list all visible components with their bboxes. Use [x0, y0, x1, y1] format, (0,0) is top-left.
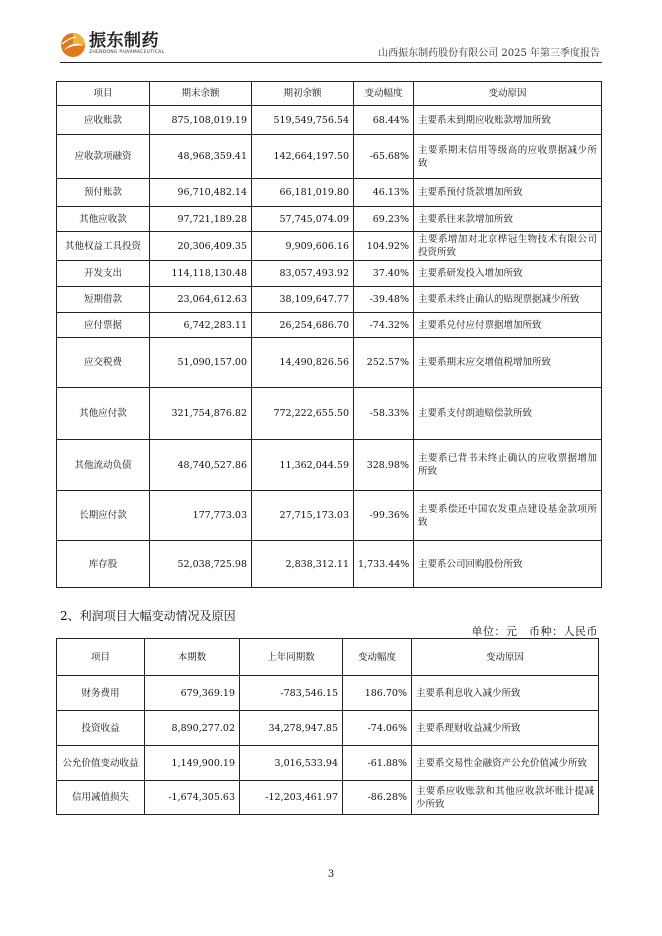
- item-cell: 开发支出: [57, 261, 150, 287]
- item-cell: 投资收益: [57, 711, 145, 746]
- ending-balance-cell: 114,118,130.48: [150, 261, 252, 287]
- change-rate-cell: -65.68%: [354, 135, 414, 179]
- opening-balance-cell: 772,222,655.50: [252, 388, 354, 440]
- item-cell: 公允价值变动收益: [57, 746, 145, 781]
- item-cell: 财务费用: [57, 676, 145, 711]
- table-row: [57, 313, 602, 338]
- ending-balance-cell: 96,710,482.14: [150, 179, 252, 207]
- ending-balance-cell: 52,038,725.98: [150, 541, 252, 588]
- page-header: [60, 30, 602, 63]
- item-cell: 其他权益工具投资: [57, 232, 150, 261]
- table-row: [57, 676, 599, 711]
- currency-unit-label: 单位：元 币种：人民币: [471, 625, 598, 638]
- page-number: 3: [327, 869, 335, 880]
- reason-cell: 主要系理财收益减少所致: [412, 711, 599, 746]
- col-header-prior-period: 上年同期数: [240, 639, 343, 676]
- ending-balance-cell: 20,306,409.35: [150, 232, 252, 261]
- table-header-row: [57, 82, 602, 106]
- ending-balance-cell: 875,108,019.19: [150, 106, 252, 135]
- opening-balance-cell: 66,181,019.80: [252, 179, 354, 207]
- current-period-cell: 1,149,900.19: [145, 746, 240, 781]
- change-rate-cell: -74.32%: [354, 313, 414, 338]
- report-title: 山西振东制药股份有限公司 2025 年第三季度报告: [378, 48, 600, 59]
- table-row: [57, 287, 602, 313]
- ending-balance-cell: 177,773.03: [150, 491, 252, 541]
- table-row: [57, 781, 599, 815]
- change-rate-cell: -58.33%: [354, 388, 414, 440]
- col-header-change-rate: 变动幅度: [354, 82, 414, 106]
- prior-period-cell: 34,278,947.85: [240, 711, 343, 746]
- table-header-row: [57, 639, 599, 676]
- change-rate-cell: 252.57%: [354, 338, 414, 388]
- item-cell: 其他流动负债: [57, 440, 150, 491]
- logo-chinese-name: 振东制药: [89, 31, 159, 51]
- item-cell: 应收款项融资: [57, 135, 150, 179]
- table-row: [57, 440, 602, 491]
- reason-cell: 主要系已背书未终止确认的应收票据增加所致: [414, 440, 602, 491]
- table-row: [57, 338, 602, 388]
- item-cell: 短期借款: [57, 287, 150, 313]
- item-cell: 应收账款: [57, 106, 150, 135]
- reason-cell: 主要系期末信用等级高的应收票据减少所致: [414, 135, 602, 179]
- reason-cell: 主要系偿还中国农发重点建设基金款项所致: [414, 491, 602, 541]
- change-rate-cell: -39.48%: [354, 287, 414, 313]
- table-row: [57, 207, 602, 232]
- table-row: [57, 746, 599, 781]
- change-rate-cell: 69.23%: [354, 207, 414, 232]
- reason-cell: 主要系利息收入减少所致: [412, 676, 599, 711]
- item-cell: 预付账款: [57, 179, 150, 207]
- opening-balance-cell: 2,838,312.11: [252, 541, 354, 588]
- current-period-cell: 679,369.19: [145, 676, 240, 711]
- item-cell: 其他应收款: [57, 207, 150, 232]
- change-rate-cell: -74.06%: [343, 711, 412, 746]
- ending-balance-cell: 97,721,189.28: [150, 207, 252, 232]
- table-row: [57, 491, 602, 541]
- opening-balance-cell: 27,715,173.03: [252, 491, 354, 541]
- reason-cell: 主要系未到期应收账款增加所致: [414, 106, 602, 135]
- table-row: [57, 106, 602, 135]
- reason-cell: 主要系交易性金融资产公允价值减少所致: [412, 746, 599, 781]
- ending-balance-cell: 6,742,283.11: [150, 313, 252, 338]
- reason-cell: 主要系增加对北京桦冠生物技术有限公司投资所致: [414, 232, 602, 261]
- reason-cell: 主要系研发投入增加所致: [414, 261, 602, 287]
- table-row: [57, 541, 602, 588]
- reason-cell: 主要系预付货款增加所致: [414, 179, 602, 207]
- ending-balance-cell: 51,090,157.00: [150, 338, 252, 388]
- opening-balance-cell: 38,109,647.77: [252, 287, 354, 313]
- change-rate-cell: 46.13%: [354, 179, 414, 207]
- prior-period-cell: -783,546.15: [240, 676, 343, 711]
- reason-cell: 主要系公司回购股份所致: [414, 541, 602, 588]
- logo-mark-icon: [60, 32, 86, 58]
- table-row: [57, 135, 602, 179]
- logo-english-name: ZHENDONG PHARMACEUTICAL: [89, 50, 165, 55]
- opening-balance-cell: 11,362,044.59: [252, 440, 354, 491]
- reason-cell: 主要系兑付应付票据增加所致: [414, 313, 602, 338]
- col-header-item: 项目: [57, 639, 145, 676]
- opening-balance-cell: 14,490,826.56: [252, 338, 354, 388]
- opening-balance-cell: 142,664,197.50: [252, 135, 354, 179]
- table-row: [57, 232, 602, 261]
- change-rate-cell: 104.92%: [354, 232, 414, 261]
- balance-change-table: [56, 81, 602, 588]
- col-header-reason: 变动原因: [412, 639, 599, 676]
- ending-balance-cell: 48,968,359.41: [150, 135, 252, 179]
- reason-cell: 主要系支付朗迪赔偿款所致: [414, 388, 602, 440]
- change-rate-cell: -86.28%: [343, 781, 412, 815]
- col-header-opening-balance: 期初余额: [252, 82, 354, 106]
- reason-cell: 主要系往来款增加所致: [414, 207, 602, 232]
- change-rate-cell: 68.44%: [354, 106, 414, 135]
- table-row: [57, 388, 602, 440]
- item-cell: 长期应付款: [57, 491, 150, 541]
- reason-cell: 主要系期末应交增值税增加所致: [414, 338, 602, 388]
- change-rate-cell: 37.40%: [354, 261, 414, 287]
- col-header-ending-balance: 期末余额: [150, 82, 252, 106]
- change-rate-cell: 1,733.44%: [354, 541, 414, 588]
- change-rate-cell: 186.70%: [343, 676, 412, 711]
- opening-balance-cell: 9,909,606.16: [252, 232, 354, 261]
- item-cell: 信用减值损失: [57, 781, 145, 815]
- prior-period-cell: -12,203,461.97: [240, 781, 343, 815]
- opening-balance-cell: 519,549,756.54: [252, 106, 354, 135]
- section-title: 2、利润项目大幅变动情况及原因: [60, 609, 236, 623]
- col-header-current-period: 本期数: [145, 639, 240, 676]
- item-cell: 其他应付款: [57, 388, 150, 440]
- reason-cell: 主要系应收账款和其他应收款坏账计提减少所致: [412, 781, 599, 815]
- col-header-item: 项目: [57, 82, 150, 106]
- opening-balance-cell: 57,745,074.09: [252, 207, 354, 232]
- table-row: [57, 179, 602, 207]
- profit-change-table: [56, 638, 599, 815]
- current-period-cell: 8,890,277.02: [145, 711, 240, 746]
- ending-balance-cell: 23,064,612.63: [150, 287, 252, 313]
- item-cell: 库存股: [57, 541, 150, 588]
- opening-balance-cell: 83,057,493.92: [252, 261, 354, 287]
- current-period-cell: -1,674,305.63: [145, 781, 240, 815]
- opening-balance-cell: 26,254,686.70: [252, 313, 354, 338]
- ending-balance-cell: 48,740,527.86: [150, 440, 252, 491]
- table-row: [57, 261, 602, 287]
- change-rate-cell: 328.98%: [354, 440, 414, 491]
- table-row: [57, 711, 599, 746]
- prior-period-cell: 3,016,533.94: [240, 746, 343, 781]
- change-rate-cell: -61.88%: [343, 746, 412, 781]
- col-header-change-rate: 变动幅度: [343, 639, 412, 676]
- change-rate-cell: -99.36%: [354, 491, 414, 541]
- col-header-reason: 变动原因: [414, 82, 602, 106]
- item-cell: 应交税费: [57, 338, 150, 388]
- reason-cell: 主要系未终止确认的贴现票据减少所致: [414, 287, 602, 313]
- ending-balance-cell: 321,754,876.82: [150, 388, 252, 440]
- item-cell: 应付票据: [57, 313, 150, 338]
- company-logo: [60, 32, 164, 58]
